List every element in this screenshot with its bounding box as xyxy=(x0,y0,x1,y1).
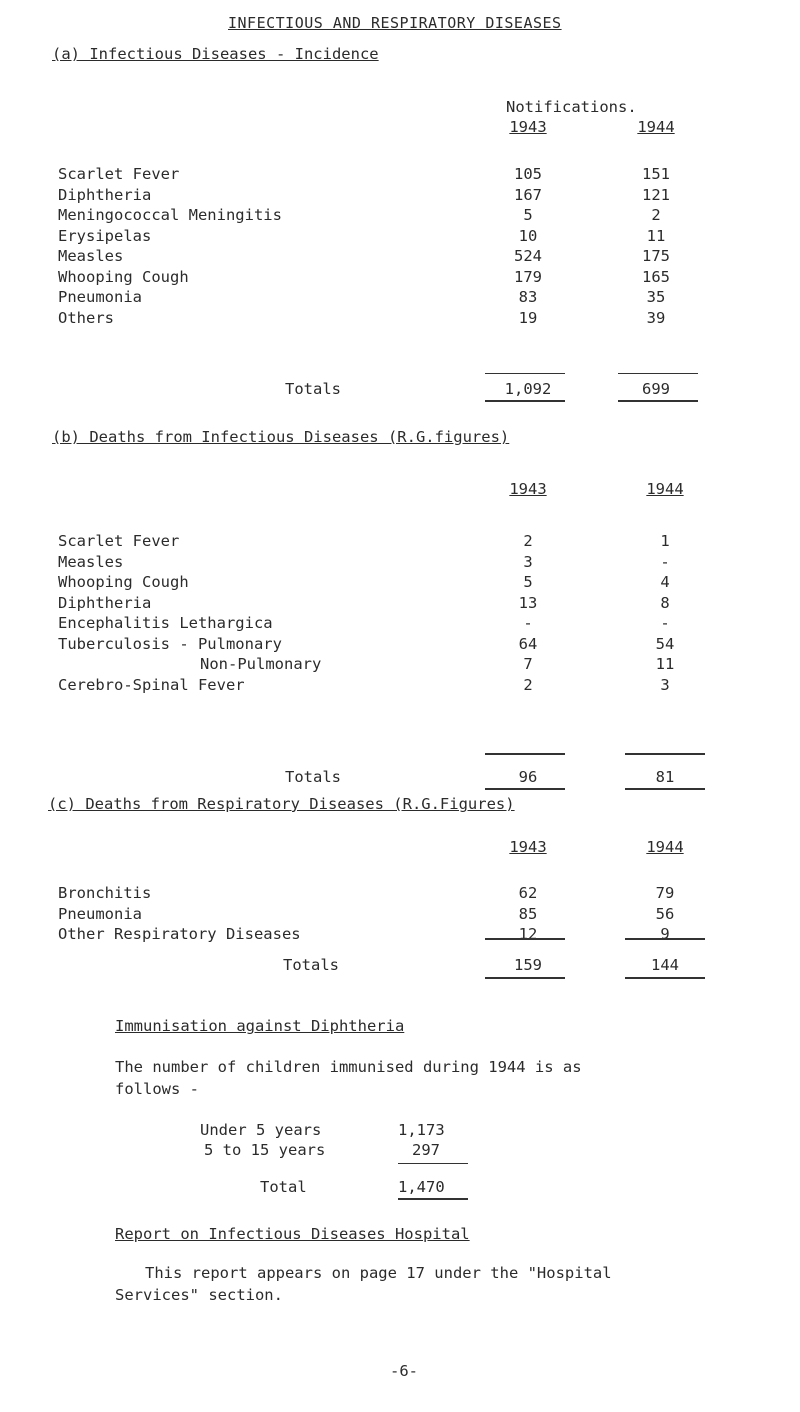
row-label: Scarlet Fever xyxy=(58,532,180,550)
row-value-1944: 3 xyxy=(660,675,670,694)
row-label: Encephalitis Lethargica xyxy=(58,614,273,632)
row-label: Non-Pulmonary xyxy=(200,655,322,673)
section-c-col-1944: 1944 xyxy=(646,838,684,856)
row-value-1944: 121 xyxy=(642,185,670,204)
row-label: Others xyxy=(58,308,114,327)
hospital-heading: Report on Infectious Diseases Hospital xyxy=(115,1225,470,1243)
row-value-1943: 12 xyxy=(518,925,538,943)
section-a-rule-1943 xyxy=(485,373,565,374)
row-value-1943: 62 xyxy=(518,884,538,902)
section-b-double-rule-1943 xyxy=(485,788,565,790)
hospital-text-2: Services" section. xyxy=(115,1286,283,1304)
row-value-1943: 13 xyxy=(518,593,538,612)
row-label: Tuberculosis - Pulmonary xyxy=(58,634,282,653)
section-b-totals-label: Totals xyxy=(285,768,341,786)
row-label: Whooping Cough xyxy=(58,267,189,286)
row-value-1944: - xyxy=(660,552,670,571)
row-value-1943: 179 xyxy=(514,267,542,286)
row-value-1943: 5 xyxy=(523,206,533,224)
section-c-total-1943: 159 xyxy=(514,956,542,974)
section-c-totals-label: Totals xyxy=(283,956,339,974)
immunisation-total-label: Total xyxy=(260,1178,307,1196)
page-number: -6- xyxy=(390,1362,418,1380)
row-value-1944: 1 xyxy=(660,532,670,550)
row-label: Scarlet Fever xyxy=(58,165,180,183)
row-value-1944: 165 xyxy=(642,267,670,286)
section-c-rule-1943 xyxy=(485,938,565,940)
row-value-1944: 175 xyxy=(642,247,670,265)
immunisation-row-value: 1,173 xyxy=(398,1121,445,1139)
section-c-heading: (c) Deaths from Respiratory Diseases (R.G.Figures) xyxy=(48,795,515,813)
section-a-total-1944: 699 xyxy=(642,380,670,398)
row-label: Erysipelas xyxy=(58,226,152,245)
immunisation-row-label: 5 to 15 years xyxy=(204,1141,326,1159)
row-value-1943: 19 xyxy=(518,308,538,327)
immunisation-rule xyxy=(398,1163,468,1164)
row-value-1944: 35 xyxy=(646,288,666,306)
row-value-1944: 54 xyxy=(655,634,675,653)
row-value-1943: 524 xyxy=(514,247,542,265)
section-a-col-1943: 1943 xyxy=(509,118,547,136)
notifications-header: Notifications. xyxy=(506,98,637,116)
row-value-1943: 10 xyxy=(518,226,538,245)
page-title: INFECTIOUS AND RESPIRATORY DISEASES xyxy=(228,14,562,32)
row-value-1943: 3 xyxy=(523,552,533,571)
immunisation-row-label: Under 5 years xyxy=(200,1121,322,1139)
row-label: Diphtheria xyxy=(58,185,152,204)
row-value-1944: 8 xyxy=(660,593,670,612)
row-value-1943: 105 xyxy=(514,165,542,183)
section-a-col-1944: 1944 xyxy=(637,118,675,136)
row-label: Measles xyxy=(58,247,124,265)
section-c-double-rule-1943 xyxy=(485,977,565,979)
row-value-1944: 56 xyxy=(655,904,675,923)
immunisation-total-value: 1,470 xyxy=(398,1178,445,1196)
row-value-1943: - xyxy=(523,614,533,632)
row-value-1944: 9 xyxy=(660,925,670,943)
section-b-heading: (b) Deaths from Infectious Diseases (R.G.figures) xyxy=(52,428,510,446)
section-b-total-1944: 81 xyxy=(655,768,675,786)
row-label: Pneumonia xyxy=(58,288,142,306)
section-b-rule-1944 xyxy=(625,753,705,755)
row-value-1943: 85 xyxy=(518,904,538,923)
section-b-double-rule-1944 xyxy=(625,788,705,790)
row-value-1944: 79 xyxy=(655,884,675,902)
immunisation-total-rule xyxy=(398,1198,468,1200)
immunisation-text-2: follows - xyxy=(115,1080,199,1098)
section-b-col-1943: 1943 xyxy=(509,480,547,498)
row-value-1944: - xyxy=(660,614,670,632)
row-value-1944: 11 xyxy=(655,655,675,673)
hospital-text-1: This report appears on page 17 under the "Hospital xyxy=(145,1264,612,1282)
section-a-double-rule-1944 xyxy=(618,400,698,402)
section-b-rule-1943 xyxy=(485,753,565,755)
row-value-1944: 11 xyxy=(646,226,666,245)
section-b-total-1943: 96 xyxy=(518,768,538,786)
immunisation-text-1: The number of children immunised during 1944 is as xyxy=(115,1058,582,1076)
row-value-1944: 151 xyxy=(642,165,670,183)
row-label: Pneumonia xyxy=(58,904,142,923)
row-value-1944: 2 xyxy=(651,206,661,224)
section-b-col-1944: 1944 xyxy=(646,480,684,498)
row-value-1943: 7 xyxy=(523,655,533,673)
section-a-totals-label: Totals xyxy=(285,380,341,398)
row-label: Other Respiratory Diseases xyxy=(58,925,301,943)
row-value-1943: 5 xyxy=(523,573,533,591)
row-value-1943: 64 xyxy=(518,634,538,653)
row-label: Meningococcal Meningitis xyxy=(58,206,282,224)
row-label: Bronchitis xyxy=(58,884,152,902)
section-c-double-rule-1944 xyxy=(625,977,705,979)
row-label: Diphtheria xyxy=(58,593,152,612)
section-c-col-1943: 1943 xyxy=(509,838,547,856)
section-a-heading: (a) Infectious Diseases - Incidence xyxy=(52,45,379,63)
row-value-1943: 2 xyxy=(523,532,533,550)
section-c-rule-1944 xyxy=(625,938,705,940)
row-value-1944: 4 xyxy=(660,573,670,591)
immunisation-row-value: 297 xyxy=(412,1141,440,1159)
row-label: Measles xyxy=(58,552,124,571)
row-value-1943: 83 xyxy=(518,288,538,306)
section-c-total-1944: 144 xyxy=(651,956,679,974)
row-value-1943: 2 xyxy=(523,675,533,694)
section-a-double-rule-1943 xyxy=(485,400,565,402)
section-a-total-1943: 1,092 xyxy=(504,380,552,398)
row-value-1944: 39 xyxy=(646,308,666,327)
row-label: Cerebro-Spinal Fever xyxy=(58,675,245,694)
row-value-1943: 167 xyxy=(514,185,542,204)
row-label: Whooping Cough xyxy=(58,573,189,591)
immunisation-heading: Immunisation against Diphtheria xyxy=(115,1017,405,1035)
section-a-rule-1944 xyxy=(618,373,698,374)
